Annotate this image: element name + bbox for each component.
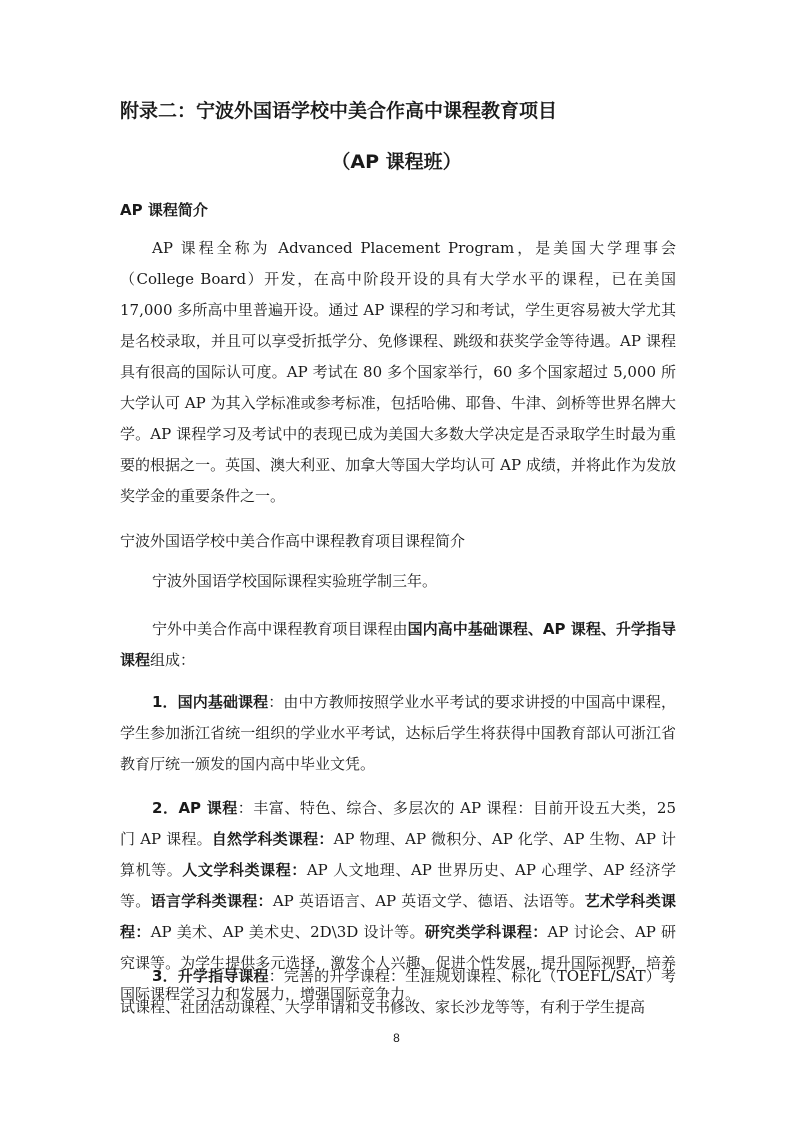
item2-text-c: AP 人文地理、AP 世界历史、AP 心理学、AP 经济学等。 bbox=[120, 861, 676, 910]
item2-text-e: AP 美术、AP 美术史、2D\3D 设计等。 bbox=[150, 923, 425, 941]
composition-text-pre: 宁外中美合作高中课程教育项目课程由 bbox=[152, 620, 408, 638]
list-item-guidance-course bbox=[120, 961, 676, 1023]
list-item-domestic-course bbox=[120, 687, 676, 780]
item2-category-research: 研究类学科课程： bbox=[424, 923, 548, 941]
page-number: 8 bbox=[393, 1031, 400, 1045]
item1-label: 1．国内基础课程 bbox=[152, 693, 269, 711]
composition-text-post: 组成： bbox=[150, 651, 196, 669]
item3-label: 3．升学指导课程 bbox=[152, 967, 269, 985]
item1-text: ：由中方教师按照学业水平考试的要求讲授的中国高中课程，学生参加浙江省统一组织的学业水平考试，达标后学生将获得中国教育部认可浙江省教育厅统一颁发的国内高中毕业文凭。 bbox=[120, 693, 676, 773]
program-duration-paragraph: 宁波外国语学校国际课程实验班学制三年。 bbox=[152, 572, 438, 590]
item2-label: 2．AP 课程 bbox=[152, 799, 238, 817]
item2-category-humanities: 人文学科类课程： bbox=[182, 861, 307, 879]
page-subtitle: （AP 课程班） bbox=[331, 151, 462, 173]
section-heading-ap-intro: AP 课程简介 bbox=[120, 201, 208, 219]
item2-text-d: AP 英语语言、AP 英语文学、德语、法语等。 bbox=[272, 892, 585, 910]
item2-category-natural: 自然学科类课程： bbox=[211, 830, 334, 848]
item2-category-language: 语言学科类课程： bbox=[150, 892, 273, 910]
ap-intro-paragraph: AP 课程全称为 Advanced Placement Program，是美国大学理事会（College Board）开发，在高中阶段开设的具有大学水平的课程，已在美国 17,000 多所高中里普遍开设。通过 AP 课程的学习和考试，学生更容易被大学尤其是名校录取，并且可以享受折抵学分、免修课程、跳级和获奖学金等待遇。AP 课程具有很高的国际认可度。AP 考试在 80 多个国家举行，60 多个国家超过 5,000 所大学认可 AP 为其入学标准或参考标准，包括哈佛、耶鲁、牛津、剑桥等世界名牌大学。AP 课程学习及考试中的表现已成为美国大多数大学决定是否录取学生时最为重要的根据之一。英国、澳大利亚、加拿大等国大学均认可 AP 成绩，并将此作为发放奖学金的重要条件之一。 bbox=[120, 239, 676, 505]
section-heading-program-intro: 宁波外国语学校中美合作高中课程教育项目课程简介 bbox=[120, 532, 466, 550]
item2-category-art: 艺术学科类课程： bbox=[120, 892, 676, 941]
item2-text-b: AP 物理、AP 微积分、AP 化学、AP 生物、AP 计算机等。 bbox=[120, 830, 676, 879]
item2-text-a: ：丰富、特色、综合、多层次的 AP 课程：目前开设五大类，25 门 AP 课程。 bbox=[120, 799, 676, 848]
item2-text-f: AP 讨论会、AP 研究课等。为学生提供多元选择，激发个人兴趣、促进个性发展，提升国际视野，培养国际课程学习力和发展力，增强国际竞争力。 bbox=[120, 923, 676, 1003]
page-title: 附录二：宁波外国语学校中美合作高中课程教育项目 bbox=[120, 100, 558, 122]
item3-text: ：完善的升学课程：生涯规划课程、标化（TOEFL/SAT）考试课程、社团活动课程、大学申请和文书修改、家长沙龙等等，有利于学生提高 bbox=[120, 967, 676, 1016]
composition-text-bold: 国内高中基础课程、AP 课程、升学指导课程 bbox=[120, 620, 676, 669]
program-composition-paragraph bbox=[120, 614, 676, 676]
